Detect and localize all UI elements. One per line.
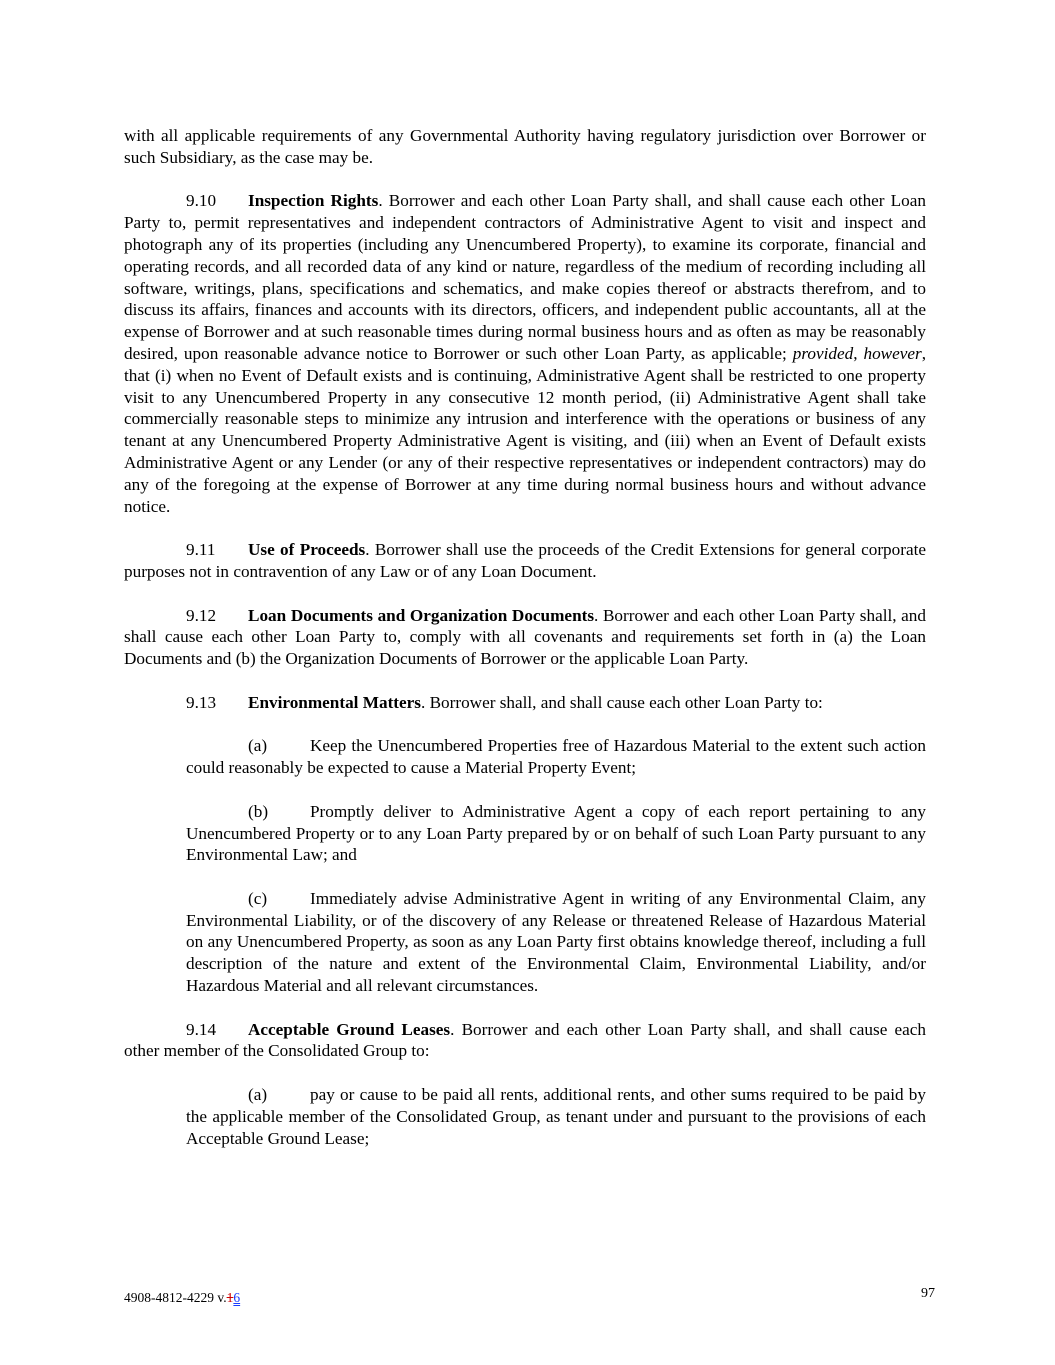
section-text: . Borrower shall use the proceeds of the Credit Extensions for general corporate purposes not in contravention of any Law or of any Loan Document. bbox=[124, 540, 926, 581]
deleted-version: 1 bbox=[226, 1290, 234, 1305]
section-number: 9.11 bbox=[186, 540, 216, 560]
section-9-10 bbox=[124, 190, 926, 517]
clause-9-14-a bbox=[186, 1084, 926, 1149]
section-number: 9.10 bbox=[186, 191, 217, 211]
continuation-paragraph: with all applicable requirements of any Governmental Authority having regulatory jurisdiction over Borrower or such Subsidiary, as the case may be. bbox=[124, 126, 926, 167]
section-9-12 bbox=[124, 605, 926, 670]
section-heading: Loan Documents and Organization Documents bbox=[248, 605, 595, 625]
clause-9-13-b bbox=[186, 801, 926, 866]
section-9-14 bbox=[124, 1019, 926, 1063]
section-text-continued: , that (i) when no Event of Default exists and is continuing, Administrative Agent shall be restricted to one property visit to any Unencumbered Property in any consecutive 12 month period, (ii) Administrative Agent shall take commercially reasonable steps to minimize any intrusion and interference with the operations or business of any tenant at any Unencumbered Property Administrative Agent is visiting, and (iii) when an Event of Default exists Administrative Agent or any Lender (or any of their respective representatives or independent contractors) may do any of the foregoing at the expense of Borrower at any time during normal business hours and without advance notice. bbox=[124, 343, 926, 516]
document-id bbox=[124, 1290, 240, 1306]
clause-label: (a) bbox=[248, 736, 268, 756]
italic-provided: provided bbox=[792, 343, 854, 363]
section-9-13 bbox=[124, 692, 926, 714]
italic-however: however bbox=[863, 343, 922, 363]
clause-text: Keep the Unencumbered Properties free of Hazardous Material to the extent such action could reasonably be expected to cause a Material Property Event; bbox=[186, 736, 926, 778]
inserted-version: 6 bbox=[233, 1290, 241, 1305]
section-heading: Acceptable Ground Leases bbox=[248, 1019, 451, 1039]
doc-id-text: 4908-4812-4229 v. bbox=[124, 1290, 227, 1305]
page-number: 97 bbox=[921, 1286, 935, 1301]
section-text: . Borrower and each other Loan Party shall, and shall cause each other Loan Party to, permit representatives and independent contractors of Administrative Agent to visit and inspect and photograph any of its properties (including any Unencumbered Property), to examine its corporate, financial and operating records, and all recorded data of any kind or nature, regardless of the medium of recording including all software, writings, plans, specifications and schematics, and make copies thereof or abstracts therefrom, and to discuss its affairs, finances and accounts with its directors, officers, and independent public accountants, all at the expense of Borrower and at such reasonable times during normal business hours and as often as may be reasonably desired, upon reasonable advance notice to Borrower or such other Loan Party, as applicable; bbox=[124, 191, 926, 363]
section-text: . Borrower shall, and shall cause each other Loan Party to: bbox=[420, 692, 823, 712]
clause-text: pay or cause to be paid all rents, additional rents, and other sums required to be paid by the applicable member of the Consolidated Group, as tenant under and pursuant to the provisions of each Acceptable Ground Lease; bbox=[186, 1085, 926, 1148]
section-number: 9.12 bbox=[186, 605, 217, 625]
section-text: . Borrower and each other Loan Party shall, and shall cause each other Loan Party to, comply with all covenants and requirements set forth in (a) the Loan Documents and (b) the Organization Documents of Borrower or the applicable Loan Party. bbox=[124, 605, 926, 669]
clause-9-13-c bbox=[186, 888, 926, 997]
section-9-11 bbox=[124, 539, 926, 583]
document-body bbox=[124, 125, 926, 1171]
section-number: 9.13 bbox=[186, 692, 217, 712]
section-heading: Environmental Matters bbox=[248, 692, 421, 712]
clause-label: (b) bbox=[248, 801, 269, 821]
clause-9-13-a bbox=[186, 735, 926, 779]
clause-text: Promptly deliver to Administrative Agent a copy of each report pertaining to any Unencumbered Property or to any Loan Party prepared by or on behalf of such Loan Party pursuant to any Environmental Law; and bbox=[186, 801, 926, 865]
section-heading: Use of Proceeds bbox=[248, 540, 366, 560]
clause-label: (a) bbox=[248, 1085, 268, 1105]
section-text: . Borrower and each other Loan Party shall, and shall cause each other member of the Consolidated Group to: bbox=[124, 1019, 926, 1061]
punctuation: , bbox=[853, 343, 864, 363]
section-number: 9.14 bbox=[186, 1019, 217, 1039]
clause-label: (c) bbox=[248, 888, 268, 908]
clause-text: Immediately advise Administrative Agent in writing of any Environmental Claim, any Environmental Liability, or of the discovery of any Release or threatened Release of Hazardous Material on any Unencumbered Property, as soon as any Loan Party first obtains knowledge thereof, including a full description of the nature and extent of the Environmental Claim, Environmental Liability, and/or Hazardous Material and all relevant circumstances. bbox=[186, 888, 926, 996]
section-heading: Inspection Rights bbox=[248, 191, 379, 211]
